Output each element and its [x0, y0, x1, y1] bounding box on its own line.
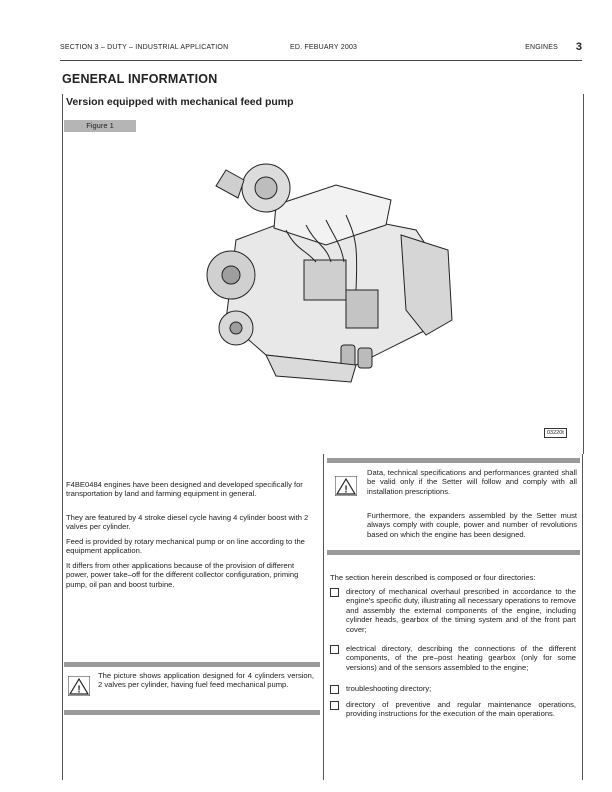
- page-title: GENERAL INFORMATION: [62, 72, 218, 86]
- warning-box-right: [327, 458, 580, 558]
- column-divider: [323, 454, 324, 780]
- warning-box-left: [64, 662, 320, 714]
- intro-paragraph: F4BE0484 engines have been designed and developed specifically for transportation by land and farming equipment in general.: [66, 480, 303, 499]
- right-border: [582, 454, 583, 780]
- header-section: SECTION 3 – DUTY – INDUSTRIAL APPLICATION: [60, 44, 229, 51]
- list-item-text: electrical directory, describing the connections of the different components, of the pre–post heating gearbox (only for some versions) and of the sensors assembled to the engine;: [346, 644, 576, 672]
- list-item-text: directory of preventive and regular maintenance operations, providing instructions for the execution of the main operations.: [346, 700, 576, 719]
- cycle-paragraph: They are featured by 4 stroke diesel cycle having 4 cylinder boost with 2 valves per cylinder.: [66, 513, 309, 532]
- checkbox-icon: [330, 645, 339, 654]
- differences-paragraph: It differs from other applications because of the provision of different power, power take–off for the different collector configuration, priming pump, oil pan and boost turbine.: [66, 561, 299, 589]
- list-item-text: troubleshooting directory;: [346, 684, 432, 693]
- feed-paragraph: Feed is provided by rotary mechanical pump or on line according to the equipment application.: [66, 537, 305, 556]
- directories-intro: The section herein described is composed or four directories:: [330, 573, 536, 582]
- warning-icon: [68, 676, 90, 696]
- checkbox-icon: [330, 685, 339, 694]
- figure-subtitle: Version equipped with mechanical feed pump: [66, 96, 294, 108]
- warning-icon: [335, 476, 357, 496]
- page-number: 3: [575, 41, 582, 53]
- svg-text:!: !: [77, 684, 81, 696]
- svg-text:!: !: [344, 484, 348, 496]
- engine-illustration: [186, 150, 466, 390]
- page-header: [60, 42, 582, 61]
- warning-text-expanders: Furthermore, the expanders assembled by the Setter must always comply with couple, power and number of revolutions based on which the engine has been designed.: [367, 511, 577, 539]
- checkbox-icon: [330, 701, 339, 710]
- header-edition: ED. FEBUARY 2003: [290, 44, 358, 51]
- list-item-text: directory of mechanical overhaul prescribed in accordance to the engine's specific duty, illustrating all necessary operations to remove and assembly the external components of the engine, including cylinder heads, gearbox of the timing system and of the front part cover;: [346, 587, 576, 634]
- header-category: ENGINES: [525, 44, 558, 51]
- left-border: [62, 454, 63, 780]
- checkbox-icon: [330, 588, 339, 597]
- figure-code: 03220t: [544, 428, 567, 438]
- warning-text-left: The picture shows application designed for 4 cylinders version, 2 valves per cylinder, having fuel feed mechanical pump.: [98, 671, 314, 690]
- figure-label: Figure 1: [64, 120, 136, 132]
- warning-text-data: Data, technical specifications and performances granted shall be valid only if the Setter will follow and comply with all installation prescriptions.: [367, 468, 577, 496]
